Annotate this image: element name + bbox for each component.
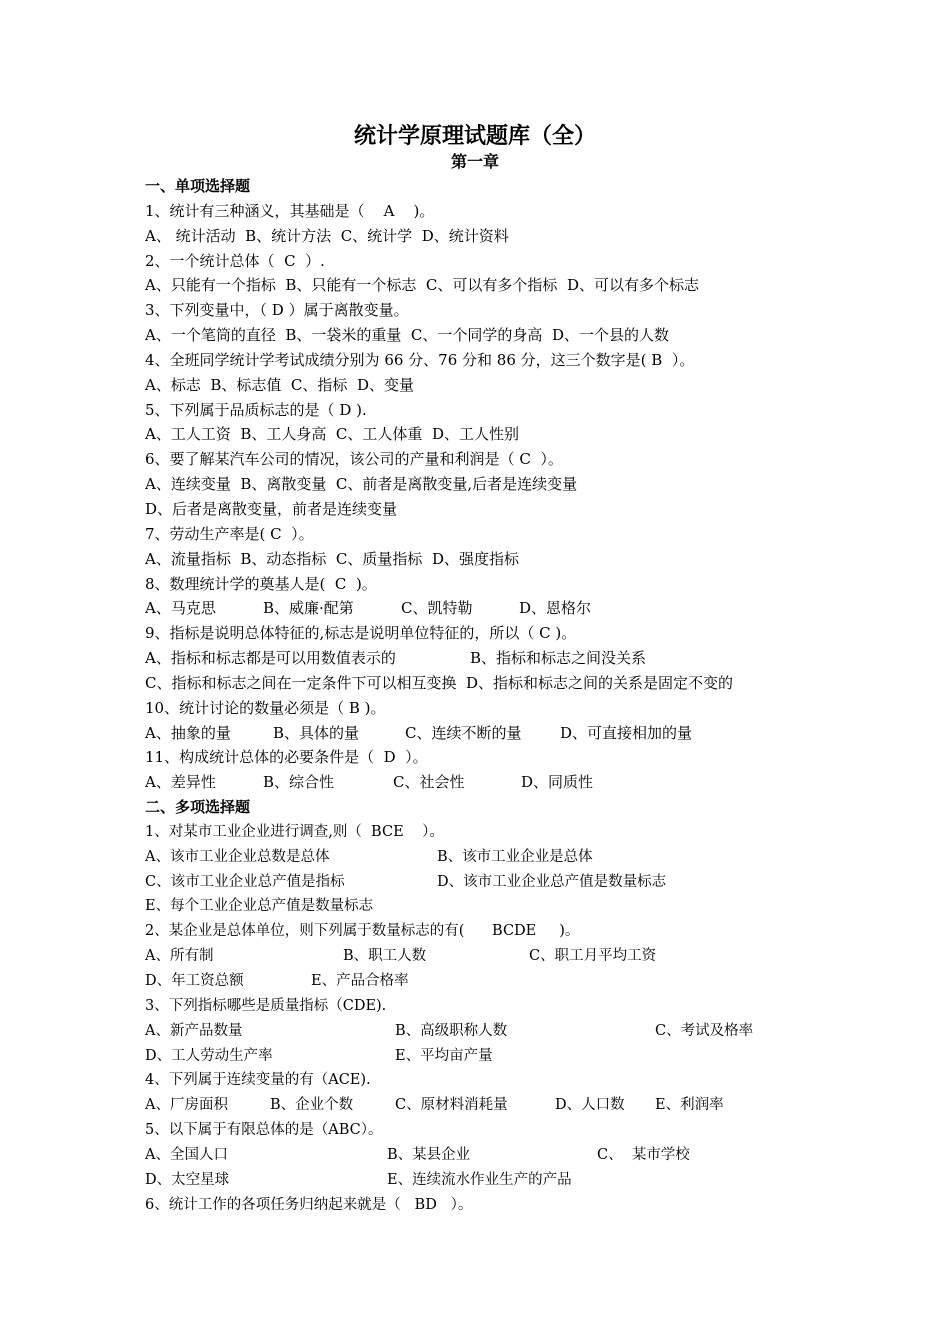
options-line — [145, 969, 825, 994]
answer-option: A、 统计活动 — [145, 226, 236, 245]
answer-option: B、职工人数 — [343, 948, 427, 965]
answer-option: E、平均亩产量 — [395, 1047, 493, 1064]
answer-option: A、该市工业企业总数是总体 — [145, 848, 330, 865]
answer-option: D、统计资料 — [412, 226, 509, 245]
answer-option: B、某县企业 — [387, 1146, 471, 1163]
answer-option: E、利润率 — [655, 1097, 724, 1114]
answer-option: C、原材料消耗量 — [395, 1097, 508, 1114]
answer-option: C、统计学 — [331, 226, 413, 245]
question-line: 11、构成统计总体的必要条件是（ D ）。 — [145, 748, 428, 767]
answer-option: C、该市工业企业总产值是指标 — [145, 873, 345, 890]
question-line: 2、一个统计总体（ C ）. — [145, 251, 325, 270]
document-body — [145, 174, 825, 1217]
answer-option: A、新产品数量 — [145, 1022, 243, 1039]
section-heading: 二、多项选择题 — [145, 798, 251, 817]
question-line: A、只能有一个指标 B、只能有一个标志 C、可以有多个指标 D、可以有多个标志 — [145, 276, 699, 295]
answer-option: A、厂房面积 — [145, 1097, 228, 1114]
options-line — [145, 572, 825, 597]
document-title: 统计学原理试题库（全） — [353, 123, 596, 149]
options-line — [145, 646, 825, 671]
answer-option: D、太空星球 — [145, 1171, 230, 1188]
answer-option: C、考试及格率 — [655, 1022, 754, 1039]
answer-option: A、所有制 — [145, 948, 214, 965]
answer-option: D、人口数 — [555, 1097, 625, 1114]
answer-option: B、具体的量 — [273, 723, 360, 742]
question-line: C、指标和标志之间在一定条件下可以相互变换 D、指标和标志之间的关系是固定不变的 — [145, 673, 734, 692]
question-line: A、工人工资 B、工人身高 C、工人体重 D、工人性别 — [145, 425, 519, 444]
answer-option: B、统计方法 — [235, 226, 332, 245]
question-line: 6、统计工作的各项任务归纳起来就是（ BD ）。 — [145, 1196, 473, 1213]
question-line: 1、统计有三种涵义，其基础是（ A )。 — [145, 201, 435, 220]
question-line: 1、对某市工业企业进行调查,则（ BCE ）。 — [145, 823, 444, 840]
options-line — [145, 870, 825, 895]
question-line: 3、下列指标哪些是质量指标（CDE). — [145, 997, 387, 1014]
answer-option: C、 某市学校 — [597, 1146, 690, 1163]
chapter-heading: 第一章 — [450, 152, 499, 171]
answer-option: B、威廉·配第 — [263, 599, 354, 618]
options-line — [145, 596, 825, 621]
answer-option: A、抽象的量 — [145, 723, 231, 742]
answer-option: E、产品合格率 — [311, 973, 409, 989]
answer-option: D、可直接相加的量 — [560, 723, 693, 742]
answer-option: A、差异性 — [145, 773, 216, 792]
answer-option: C、职工月平均工资 — [529, 948, 657, 965]
answer-option: A、指标和标志都是可以用数值表示的 — [145, 649, 396, 668]
answer-option: E、连续流水作业生产的产品 — [387, 1171, 572, 1188]
answer-option: C、凯特勒 — [401, 599, 473, 618]
question-line: 9、指标是说明总体特征的,标志是说明单位特征的，所以（ C )。 — [145, 624, 577, 643]
options-line — [145, 845, 825, 870]
answer-option: C、社会性 — [393, 773, 465, 792]
options-line — [145, 770, 825, 795]
answer-option: B、企业个数 — [270, 1097, 354, 1114]
answer-option: B、指标和标志之间没关系 — [470, 649, 647, 668]
question-line: A、标志 B、标志值 C、指标 D、变量 — [145, 375, 414, 394]
answer-option: B、综合性 — [263, 773, 335, 792]
answer-option: A、马克思 — [145, 599, 216, 618]
answer-option: B、该市工业企业是总体 — [437, 848, 593, 865]
answer-option: C、连续不断的量 — [405, 723, 522, 742]
answer-option: 8、数理统计学的奠基人是( C )。 — [145, 574, 377, 593]
question-line: 6、要了解某汽车公司的情况，该公司的产量和利润是（ C ）。 — [145, 450, 563, 469]
question-line: A、流量指标 B、动态指标 C、质量指标 D、强度指标 — [145, 549, 519, 568]
question-line: 7、劳动生产率是( C ）。 — [145, 524, 314, 543]
question-line: D、后者是离散变量，前者是连续变量 — [145, 499, 398, 518]
options-line — [145, 224, 825, 249]
question-line: E、每个工业企业总产值是数量标志 — [145, 898, 374, 915]
options-line — [145, 1168, 825, 1193]
question-line: 4、全班同学统计学考试成绩分别为 66 分、76 分和 86 分，这三个数字是( B ）。 — [145, 350, 695, 369]
question-line: 5、以下属于有限总体的是（ABC）。 — [145, 1122, 383, 1139]
options-line — [145, 1143, 825, 1168]
question-line: 2、某企业是总体单位，则下列属于数量标志的有( BCDE )。 — [145, 923, 580, 940]
question-line: 5、下列属于品质标志的是（ D ). — [145, 400, 367, 419]
question-line: 4、下列属于连续变量的有（ACE). — [145, 1072, 371, 1089]
answer-option: D、工人劳动生产率 — [145, 1047, 273, 1064]
options-line — [145, 1044, 825, 1069]
question-line: 10、统计讨论的数量必须是（ B )。 — [145, 698, 386, 717]
options-line — [145, 721, 825, 746]
options-line — [145, 1019, 825, 1044]
question-line: 3、下列变量中，（ D ）属于离散变量。 — [145, 301, 409, 320]
options-line — [145, 944, 825, 969]
options-line — [145, 1093, 825, 1118]
question-line: A、连续变量 B、离散变量 C、前者是离散变量,后者是连续变量 — [145, 475, 578, 494]
answer-option: D、恩格尔 — [519, 599, 592, 618]
section-heading: 一、单项选择题 — [145, 177, 251, 195]
answer-option: A、全国人口 — [145, 1146, 228, 1163]
answer-option: D、同质性 — [521, 773, 594, 792]
answer-option: D、年工资总额 — [145, 973, 244, 989]
answer-option: D、该市工业企业总产值是数量标志 — [437, 873, 667, 890]
answer-option: B、高级职称人数 — [395, 1022, 508, 1039]
question-line: A、一个笔筒的直径 B、一袋米的重量 C、一个同学的身高 D、一个县的人数 — [145, 326, 669, 345]
